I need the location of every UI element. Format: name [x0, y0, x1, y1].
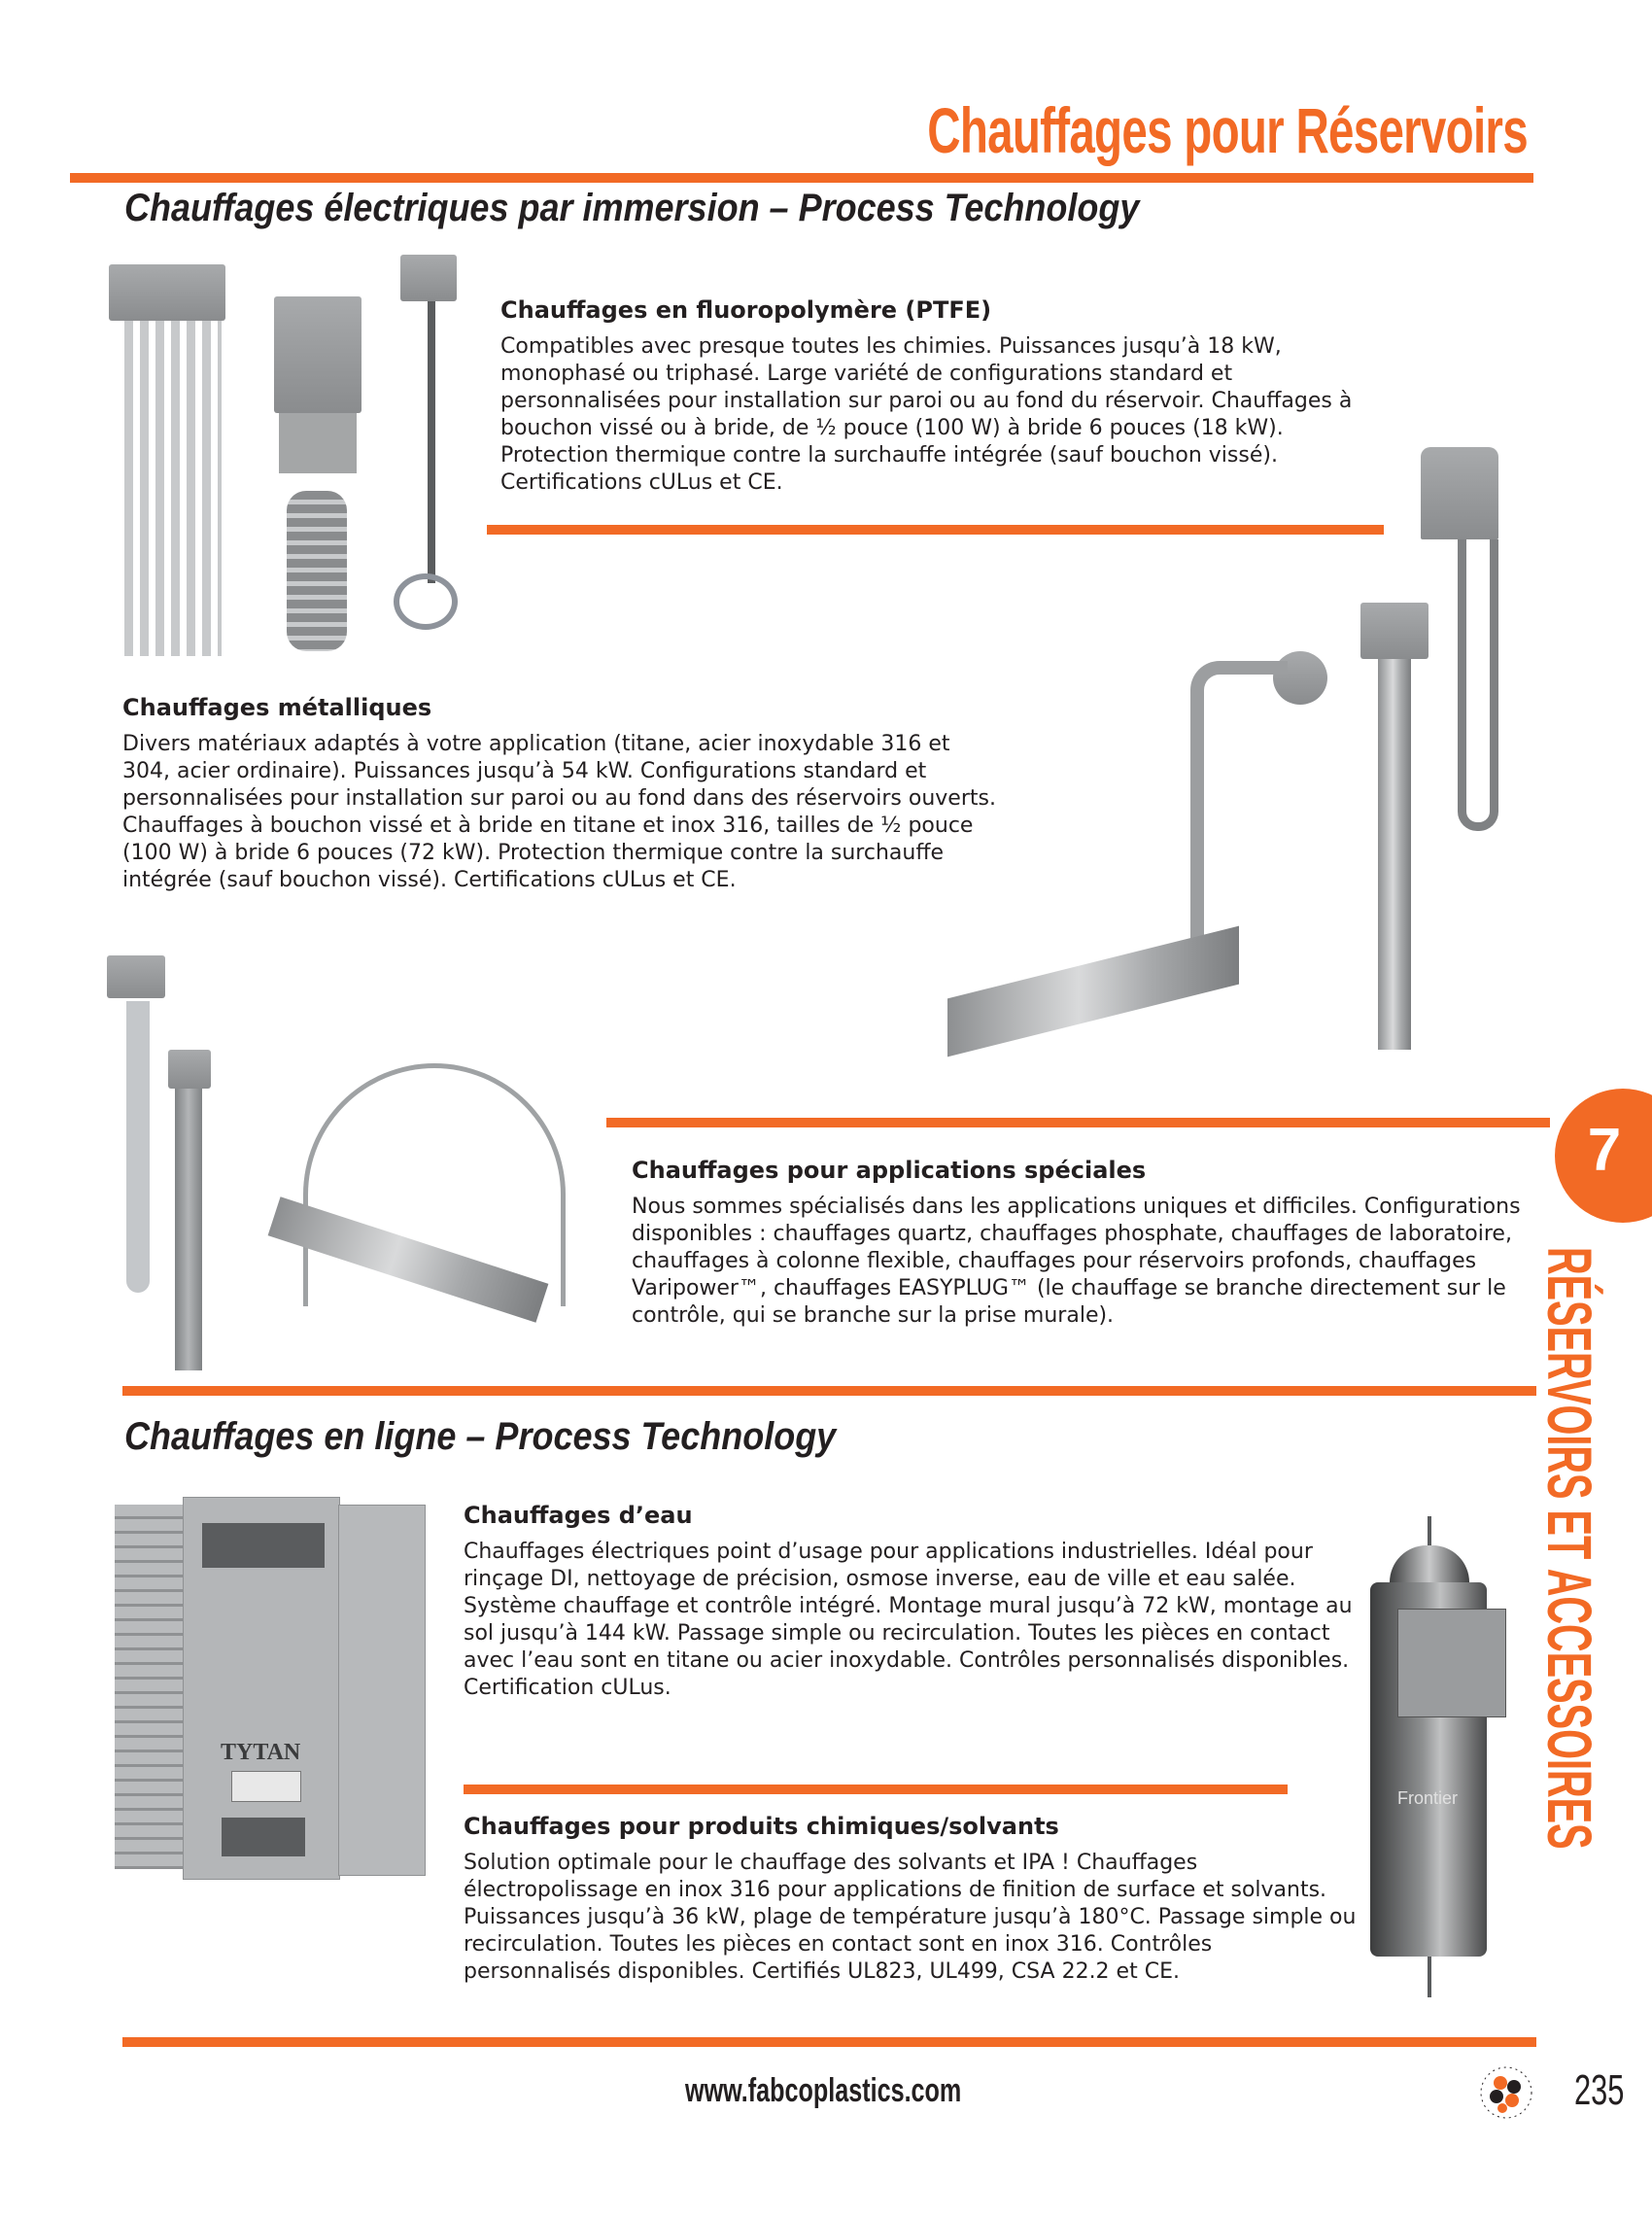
- cabinet-control-panel: [202, 1523, 325, 1568]
- product-description-metal: Divers matériaux adaptés à votre application (titane, acier inoxydable 316 et 304, acier ordinaire). Puissances jusqu’à 54 kW. Configurations standard et personnalisées pour installation sur paroi ou au fond dans des réservoirs ouverts. Chauffages à bouchon vissé et à bride en titane et inox 316, tailles de ½ pouce (100 W) à bride 6 pouces (72 kW). Protection thermique contre la surchauffe intégrée (sauf bouchon vissé). Certifications cULus et CE.: [122, 732, 996, 892]
- ptfe-loop-heater-head: [400, 255, 457, 301]
- vessel-bottom-pipe: [1428, 1957, 1431, 1997]
- special-divider: [606, 1118, 1550, 1127]
- section-title-immersion: Chauffages électriques par immersion – Process Technology: [124, 187, 1140, 229]
- ptfe-loop-heater-stem: [428, 301, 435, 583]
- product-heading-chemical: Chauffages pour produits chimiques/solvants: [464, 1813, 1059, 1840]
- vessel-top-pipe: [1428, 1516, 1431, 1545]
- footer-website-link[interactable]: www.fabcoplastics.com: [685, 2072, 962, 2109]
- product-heading-water: Chauffages d’eau: [464, 1502, 693, 1529]
- page-number: 235: [1574, 2066, 1625, 2114]
- ptfe-coil-heater-head: [274, 296, 361, 413]
- section-title-inline: Chauffages en ligne – Process Technology: [124, 1415, 837, 1458]
- special-quartz-heater-head: [107, 955, 165, 998]
- special-deep-tank-heater-head: [168, 1050, 211, 1089]
- vessel-control-box: [1397, 1609, 1506, 1717]
- special-deep-tank-heater-tube: [175, 1089, 202, 1370]
- cabinet-name-plate: [222, 1818, 305, 1856]
- chapter-label-text: RÉSERVOIRS ET ACCESSOIRES: [1534, 1247, 1604, 1850]
- frontier-brand-label: Frontier: [1397, 1788, 1459, 1808]
- cabinet-warning-label: [231, 1771, 301, 1802]
- ptfe-divider: [487, 525, 1384, 535]
- product-heading-metal: Chauffages métalliques: [122, 694, 432, 721]
- section-divider: [122, 1386, 1536, 1396]
- footer-divider: [122, 2037, 1536, 2047]
- product-description-chemical: Solution optimale pour le chauffage des solvants et IPA ! Chauffages électropolissage en inox 316 pour applications de finition de surface et solvants. Puissances jusqu’à 36 kW, plage de température jusqu’à 180°C. Passage simple ou recirculation. Toutes les pièces en contact sont en inox 316. Contrôles personnalisés disponibles. Certifiés UL823, UL499, CSA 22.2 et CE.: [464, 1851, 1357, 1984]
- metal-flanged-heater-element: [1458, 539, 1498, 831]
- special-quartz-heater-tube: [126, 1001, 150, 1293]
- metal-over-side-heater-body: [947, 926, 1239, 1057]
- water-divider: [464, 1785, 1288, 1794]
- cabinet-right-door: [338, 1505, 426, 1876]
- ptfe-multi-tube-heater-head: [109, 264, 225, 321]
- product-block-special: [632, 1155, 1526, 1330]
- ptfe-loop-heater-coil: [394, 573, 458, 630]
- metal-vertical-heater-head: [1360, 603, 1428, 659]
- cabinet-side-panel: [115, 1505, 183, 1869]
- ptfe-multi-tube-heater-tubes: [124, 321, 222, 656]
- page-title: Chauffages pour Réservoirs: [927, 94, 1528, 166]
- product-block-metal: [122, 692, 997, 894]
- product-block-ptfe: [500, 295, 1375, 497]
- product-description-special: Nous sommes spécialisés dans les applications uniques et difficiles. Configurations disponibles : chauffages quartz, chauffages phosphate, chauffages de laboratoire, chauffages à colonne flexible, chauffages pour réservoirs profonds, chauffages Varipower™, chauffages EASYPLUG™ (le chauffage se branche directement sur le contrôle, qui se branche sur la prise murale).: [632, 1195, 1521, 1328]
- ptfe-coil-heater-thread: [279, 413, 357, 473]
- tytan-brand-label: TYTAN: [221, 1740, 301, 1765]
- product-description-ptfe: Compatibles avec presque toutes les chimies. Puissances jusqu’à 18 kW, monophasé ou triphasé. Large variété de configurations standard et personnalisées pour installation sur paroi ou au fond du réservoir. Chauffages à bouchon vissé ou à bride, de ½ pouce (100 W) à bride 6 pouces (18 kW). Protection thermique contre la surchauffe intégrée (sauf bouchon vissé). Certifications cULus et CE.: [500, 334, 1353, 495]
- ptfe-coil-heater-coil: [287, 491, 347, 651]
- header-divider: [70, 173, 1533, 183]
- product-block-chemical: [464, 1811, 1358, 1986]
- product-description-water: Chauffages électriques point d’usage pour applications industrielles. Idéal pour rinçage DI, nettoyage de précision, osmose inverse, eau de ville et eau salée. Système chauffage et contrôle intégré. Montage mural jusqu’à 72 kW, montage au sol jusqu’à 144 kW. Passage simple ou recirculation. Toutes les pièces en contact avec l’eau sont en titane ou acier inoxydable. Contrôles personnalisés disponibles. Certification cULus.: [464, 1540, 1353, 1700]
- metal-over-side-heater-riser: [1190, 661, 1288, 953]
- product-heading-ptfe: Chauffages en fluoropolymère (PTFE): [500, 296, 992, 324]
- fabco-logo-icon: [1479, 2065, 1533, 2120]
- product-heading-special: Chauffages pour applications spéciales: [632, 1157, 1147, 1184]
- metal-vertical-heater-tube: [1378, 659, 1411, 1050]
- vessel-top-dome: [1390, 1545, 1469, 1582]
- chapter-number: 7: [1587, 1117, 1622, 1184]
- metal-flanged-heater-head: [1421, 447, 1498, 539]
- product-block-water: [464, 1500, 1358, 1702]
